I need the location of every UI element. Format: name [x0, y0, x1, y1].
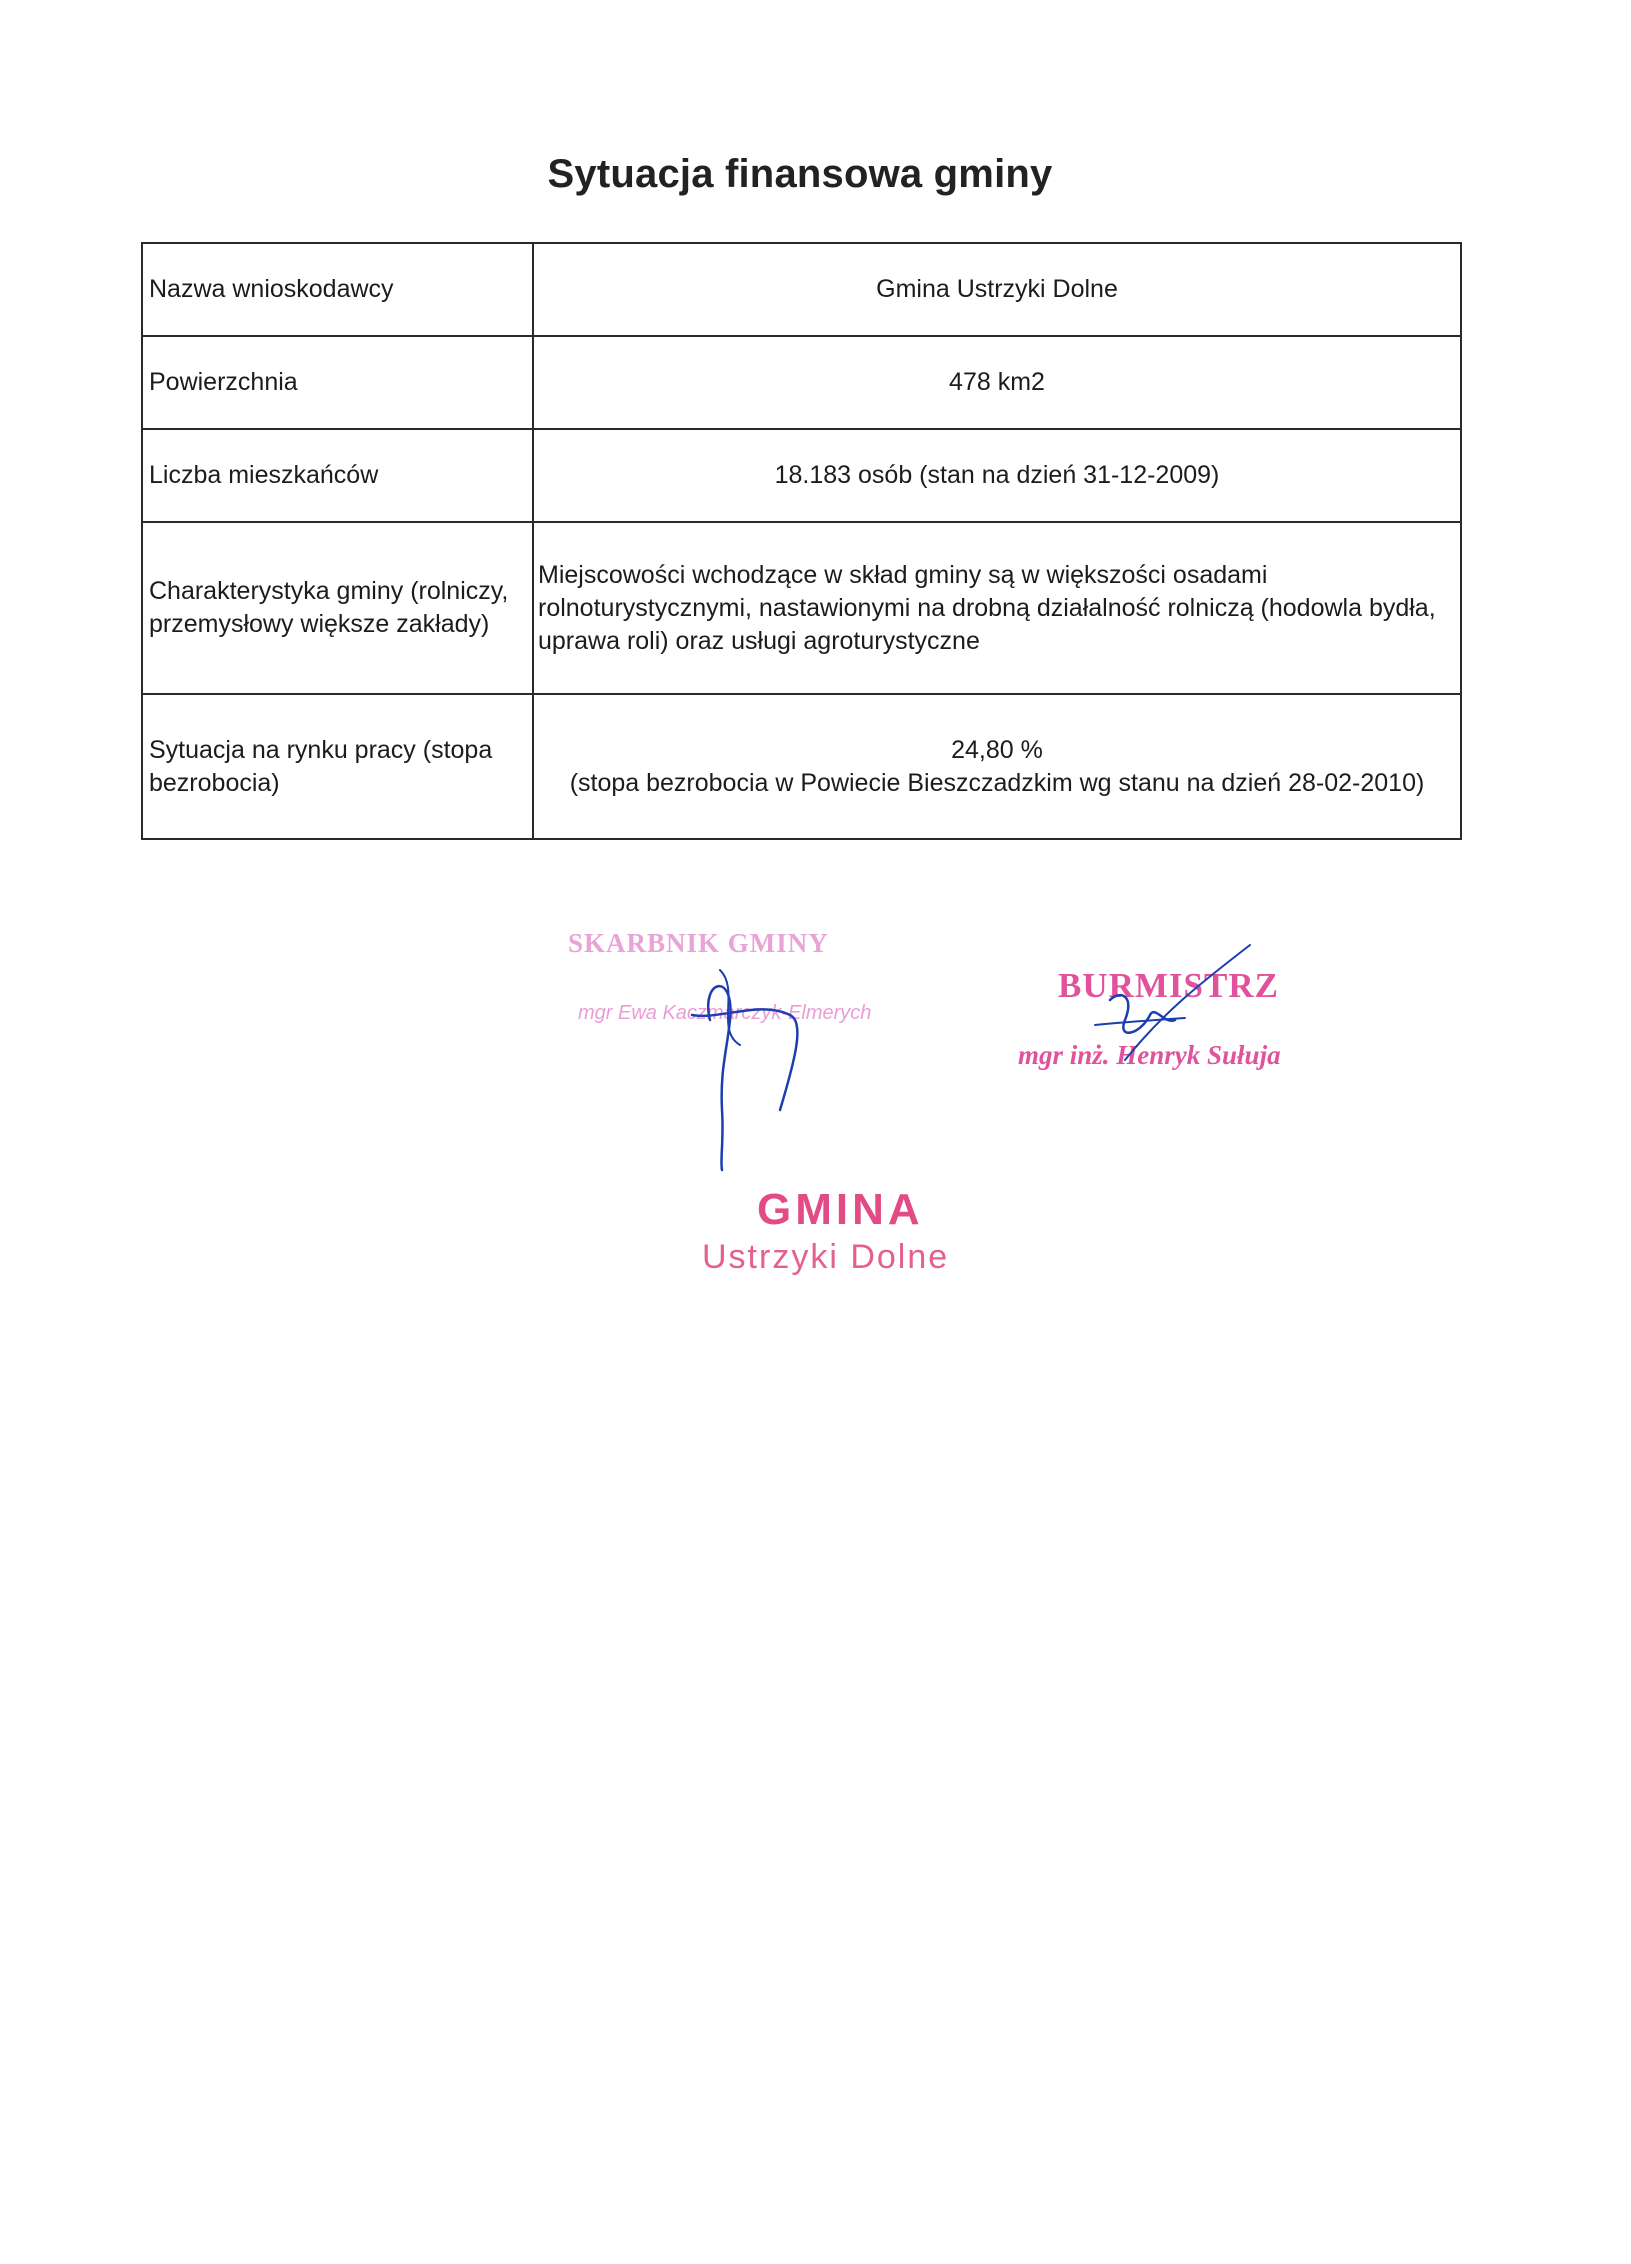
row-value-labour-market — [533, 694, 1461, 839]
row-value-area: 478 km2 — [533, 336, 1461, 429]
table-row — [142, 522, 1461, 694]
info-table — [141, 242, 1462, 840]
row-label-characteristics: Charakterystyka gminy (rolniczy, przemysłowy większe zakłady) — [142, 522, 533, 694]
stamp-municipality-subtitle: Ustrzyki Dolne — [702, 1238, 950, 1276]
row-label-applicant: Nazwa wnioskodawcy — [142, 243, 533, 336]
table-row — [142, 243, 1461, 336]
treasurer-signature — [680, 960, 830, 1180]
row-label-population: Liczba mieszkańców — [142, 429, 533, 522]
stamp-treasurer-title: SKARBNIK GMINY — [568, 928, 829, 958]
table-row — [142, 336, 1461, 429]
table-row — [142, 429, 1461, 522]
stamp-mayor-name: mgr inż. Henryk Sułuja — [1018, 1040, 1281, 1070]
row-value-population: 18.183 osób (stan na dzień 31-12-2009) — [533, 429, 1461, 522]
row-value-applicant: Gmina Ustrzyki Dolne — [533, 243, 1461, 336]
unemployment-rate-note: (stopa bezrobocia w Powiecie Bieszczadzkim wg stanu na dzień 28-02-2010) — [569, 768, 1425, 797]
page-title: Sytuacja finansowa gminy — [547, 152, 1053, 196]
table-row — [142, 694, 1461, 839]
row-label-area: Powierzchnia — [142, 336, 533, 429]
row-label-labour-market: Sytuacja na rynku pracy (stopa bezrobocia) — [142, 694, 533, 839]
unemployment-rate: 24,80 % — [951, 735, 1043, 764]
row-value-characteristics: Miejscowości wchodzące w skład gminy są w większości osadami rolnoturystycznymi, nastawionymi na drobną działalność rolniczą (hodowla bydła, uprawa roli) oraz usługi agroturystyczne — [533, 522, 1461, 694]
stamp-mayor-title: BURMISTRZ — [1058, 966, 1279, 1005]
stamp-municipality-title: GMINA — [757, 1185, 924, 1234]
stamp-treasurer-name: mgr Ewa Kaczmarczyk-Elmerych — [578, 1002, 872, 1024]
